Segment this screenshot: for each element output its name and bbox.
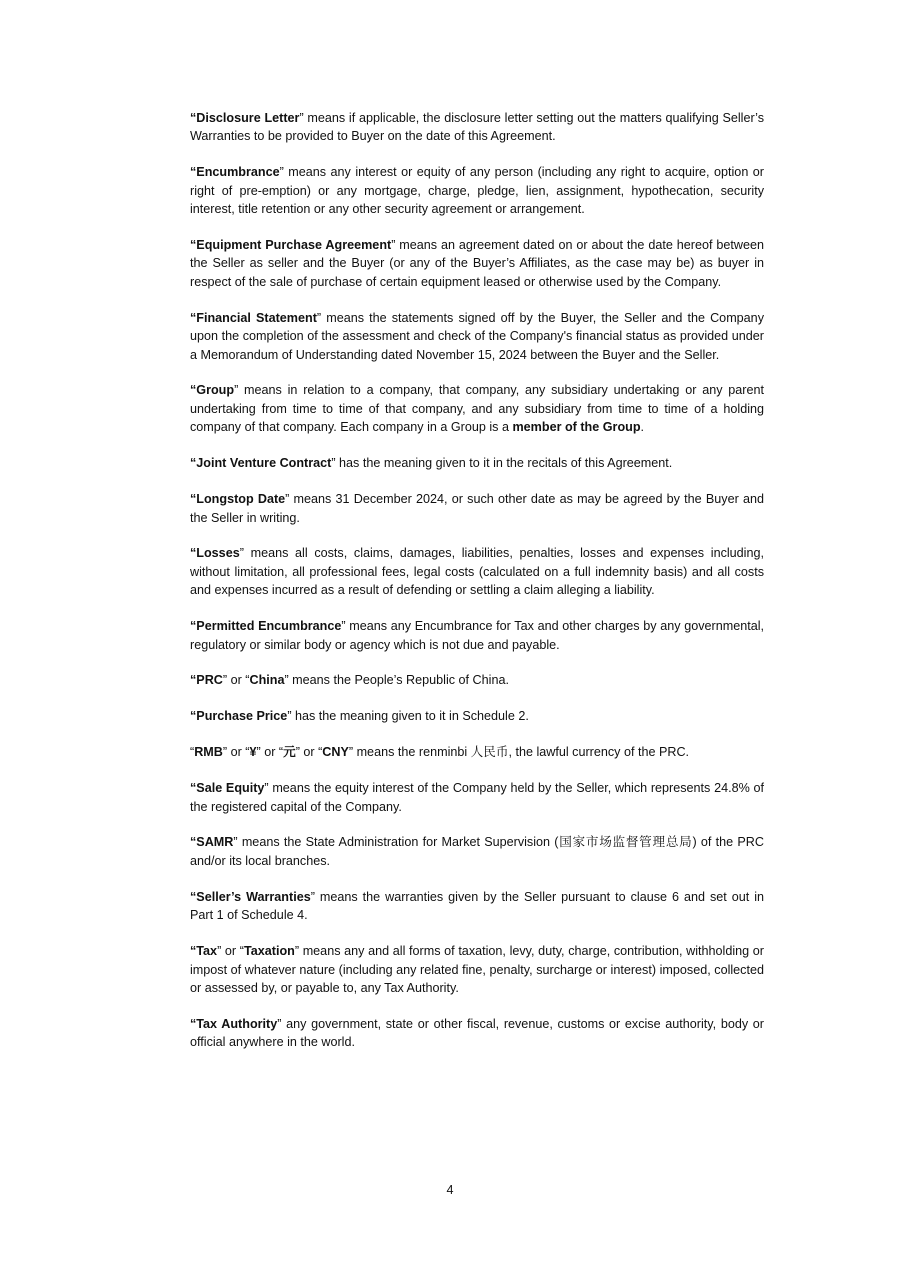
defined-term: “Longstop Date [190,492,286,507]
definition-text: ” means the renminbi [348,745,471,760]
definition-text: ” or “ [222,745,250,760]
definition-text: 国家市场监督管理总局 [558,834,693,850]
definition-text: 人民币 [470,744,509,760]
definition-equipment-purchase-agreement [190,236,764,291]
definition-disclosure-letter [190,109,764,146]
definition-text: ” means an agreement dated on or about the date hereof between the Seller as seller and the Buyer (or any of the Buyer’s Affiliates, as the case may be) as buyer in respect of the sale of purchase of certain equipment leased or otherwise used by the Company. [190,238,764,289]
definition-text: ” or “ [256,745,284,760]
page-number: 4 [446,1183,454,1197]
definition-rmb [190,743,764,761]
definition-tax-authority [190,1015,764,1052]
definition-text: ” means any interest or equity of any person (including any right to acquire, option or right of pre-emption) or any mortgage, charge, pledge, lien, assignment, hypothecation, security interest, title retention or any other security agreement or arrangement. [190,165,764,217]
definition-permitted-encumbrance [190,617,764,654]
definition-samr [190,833,764,870]
defined-term: CNY [322,745,349,760]
defined-term: “Disclosure Letter [190,111,300,125]
defined-term: “Group [190,383,235,398]
definition-text: “ [190,745,195,760]
defined-term: member of the Group [512,420,641,435]
definition-text: ” means any and all forms of taxation, levy, duty, charge, contribution, withholding or impost of whatever nature (including any related fine, penalty, surcharge or interest) imposed, collected or assessed by, or payable to, any Tax Authority. [190,944,764,995]
definition-text: ” has the meaning given to it in Schedule 2. [287,709,529,724]
defined-term: China [249,673,285,688]
definition-prc [190,671,764,689]
definition-text: ” has the meaning given to it in the recitals of this Agreement. [331,456,673,471]
defined-term: “PRC [190,673,223,688]
defined-term: Taxation [243,944,295,959]
definition-financial-statement [190,309,764,364]
definition-text: ” means the People’s Republic of China. [284,673,509,688]
defined-term: ¥ [249,745,257,760]
definition-text: ” means the equity interest of the Company held by the Seller, which represents 24.8% of the registered capital of the Company. [190,781,765,814]
defined-term: “Sale Equity [190,781,265,796]
definition-text: ” means the State Administration for Market Supervision ( [233,835,559,850]
definition-text: ” means 31 December 2024, or such other date as may be agreed by the Buyer and the Seller in writing. [190,492,764,525]
definition-text: ” means all costs, claims, damages, liabilities, penalties, losses and expenses including, without limitation, all professional fees, legal costs (calculated on a full indemnity basis) and all costs and expenses incurred as a result of defending or settling a claim alleging a liability. [190,546,764,598]
definitions-list [190,109,764,1069]
definition-text: ” means the statements signed off by the Buyer, the Seller and the Company upon the completion of the assessment and check of the Company's financial status as provided under a Memorandum of Understanding dated November 15, 2024 between the Buyer and the Seller. [190,310,764,362]
defined-term: “Tax [190,944,218,959]
definition-text: ” or “ [222,673,250,688]
defined-term: “Seller’s Warranties [190,889,311,904]
definition-joint-venture-contract [190,454,764,472]
definition-text: ” means in relation to a company, that company, any subsidiary undertaking or any parent undertaking from time to time of that company, and any subsidiary from time to time of a holding company of that company. Each company in a Group is a [190,383,764,435]
defined-term: RMB [194,745,223,760]
definition-text: ) of the PRC and/or its local branches. [190,835,764,868]
defined-term: “Financial Statement [190,310,317,325]
definition-text: ” means the warranties given by the Seller pursuant to clause 6 and set out in Part 1 of Schedule 4. [190,889,764,923]
defined-term: “Tax Authority [190,1016,278,1031]
definition-encumbrance [190,163,764,218]
definition-tax [190,942,764,997]
definition-text: ” or “ [295,745,323,760]
defined-term: “SAMR [190,835,234,850]
defined-term: “Permitted Encumbrance [190,619,342,634]
definition-text: ” means any Encumbrance for Tax and other charges by any governmental, regulatory or similar body or agency which is not due and payable. [190,619,764,652]
definition-text: ” or “ [217,944,244,959]
defined-term: “Joint Venture Contract [190,456,332,471]
defined-term: “Losses [190,546,240,561]
definition-sellers-warranties [190,888,764,925]
definition-group [190,381,764,436]
definition-longstop-date [190,490,764,527]
definition-text: ” means if applicable, the disclosure letter setting out the matters qualifying Seller’s Warranties to be provided to Buyer on the date of this Agreement. [190,111,764,144]
definition-text: , the lawful currency of the PRC. [508,745,690,760]
definition-losses [190,544,764,599]
defined-term: “Encumbrance [190,165,280,180]
definition-sale-equity [190,779,764,816]
definition-purchase-price [190,707,764,725]
definition-text: ” any government, state or other fiscal, revenue, customs or excise authority, body or official anywhere in the world. [190,1016,764,1050]
defined-term: 元 [283,744,296,760]
defined-term: “Purchase Price [190,709,288,724]
definition-text: . [640,420,645,435]
defined-term: “Equipment Purchase Agreement [190,238,392,253]
